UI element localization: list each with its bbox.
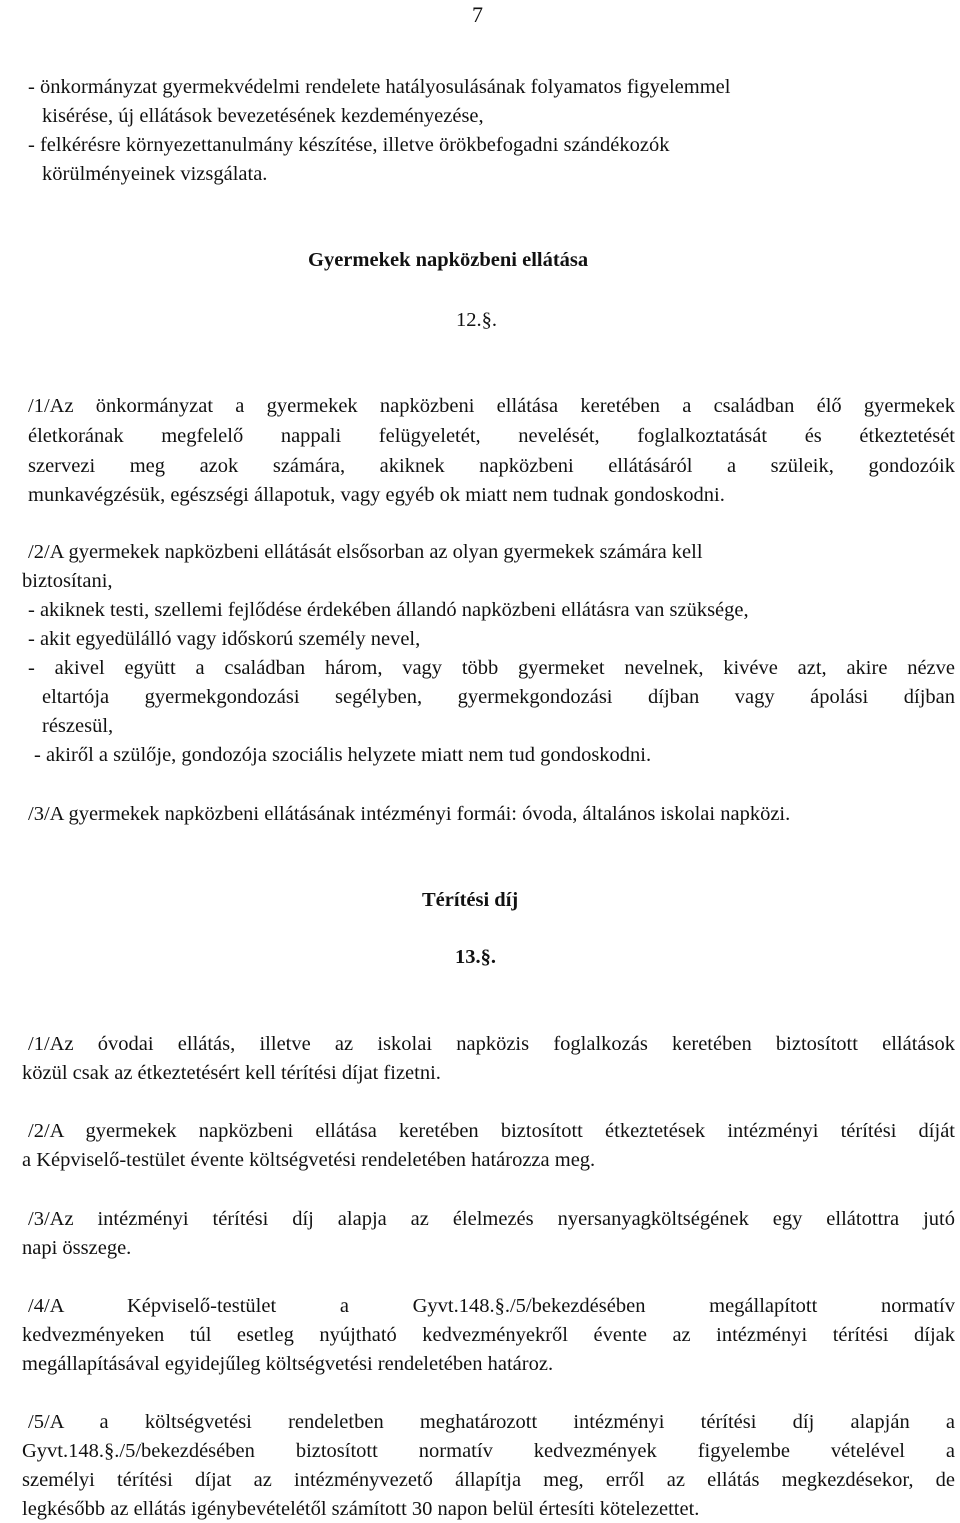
paragraph-line: közül csak az étkeztetésért kell térítési díjat fizetni.: [22, 1062, 441, 1084]
page-number: 7: [472, 2, 483, 27]
paragraph-line: /5/A a költségvetési rendeletben meghatározott intézményi térítési díj alapján a: [28, 1411, 955, 1433]
list-item: részesül,: [42, 715, 114, 737]
paragraph-line: /1/Az óvodai ellátás, illetve az iskolai napközis foglalkozás keretében biztosított ellátások: [28, 1033, 955, 1055]
intro-line: körülményeinek vizsgálata.: [42, 163, 268, 185]
paragraph-line: életkorának megfelelő nappali felügyeletét, nevelését, foglalkoztatását és étkeztetését: [28, 425, 955, 447]
list-item: - akiknek testi, szellemi fejlődése érdekében állandó napközbeni ellátásra van szüksége,: [28, 599, 749, 621]
intro-line: kisérése, új ellátások bevezetésének kezdeményezése,: [42, 105, 484, 127]
paragraph-line: /4/A Képviselő-testület a Gyvt.148.§./5/bekezdésében megállapított normatív: [28, 1295, 955, 1317]
list-item: - akiről a szülője, gondozója szociális helyzete miatt nem tud gondoskodni.: [34, 744, 652, 766]
section-number: 13.§.: [455, 946, 496, 968]
section-heading: Gyermekek napközbeni ellátása: [308, 249, 589, 271]
intro-line: - önkormányzat gyermekvédelmi rendelete hatályosulásának folyamatos figyelemmel: [28, 76, 731, 98]
paragraph-line: Gyvt.148.§./5/bekezdésében biztosított normatív kedvezmények figyelembe vételével a: [22, 1440, 955, 1462]
paragraph-line: /1/Az önkormányzat a gyermekek napközbeni ellátása keretében a családban élő gyermekek: [28, 395, 955, 417]
paragraph-line: legkésőbb az ellátás igénybevételétől számított 30 napon belül értesíti kötelezettet.: [22, 1498, 700, 1520]
paragraph-line: szervezi meg azok számára, akiknek napközbeni ellátásáról a szüleik, gondozóik: [28, 455, 955, 477]
paragraph-line: megállapításával egyidejűleg költségvetési rendeletében határoz.: [22, 1353, 554, 1375]
paragraph-line: munkavégzésük, egészségi állapotuk, vagy egyéb ok miatt nem tudnak gondoskodni.: [28, 484, 725, 506]
section-number: 12.§.: [456, 309, 497, 331]
paragraph-line: személyi térítési díjat az intézményvezető állapítja meg, erről az ellátás megkezdésekor, de: [22, 1469, 955, 1491]
list-item: - akit egyedülálló vagy időskorú személy nevel,: [28, 628, 421, 650]
paragraph-line: /2/A gyermekek napközbeni ellátását elsősorban az olyan gyermekek számára kell: [28, 541, 703, 563]
list-item: - akivel együtt a családban három, vagy több gyermeket nevelnek, kivéve azt, akire nézve: [28, 657, 955, 679]
intro-line: - felkérésre környezettanulmány készítése, illetve örökbefogadni szándékozók: [28, 134, 670, 156]
paragraph-line: /3/Az intézményi térítési díj alapja az élelmezés nyersanyagköltségének egy ellátottra jutó: [28, 1208, 955, 1230]
paragraph-line: napi összege.: [22, 1237, 132, 1259]
paragraph-line: biztosítani,: [22, 570, 113, 592]
paragraph-line: a Képviselő-testület évente költségvetési rendeletében határozza meg.: [22, 1149, 596, 1171]
list-item: eltartója gyermekgondozási segélyben, gyermekgondozási díjban vagy ápolási díjban: [42, 686, 955, 708]
paragraph-line: /3/A gyermekek napközbeni ellátásának intézményi formái: óvoda, általános iskolai napközi.: [28, 803, 791, 825]
section-heading: Térítési díj: [422, 889, 519, 911]
paragraph-line: kedvezményeken túl esetleg nyújtható kedvezményekről évente az intézményi térítési díjak: [22, 1324, 955, 1346]
paragraph-line: /2/A gyermekek napközbeni ellátása keretében biztosított étkeztetések intézményi térítési díját: [28, 1120, 955, 1142]
